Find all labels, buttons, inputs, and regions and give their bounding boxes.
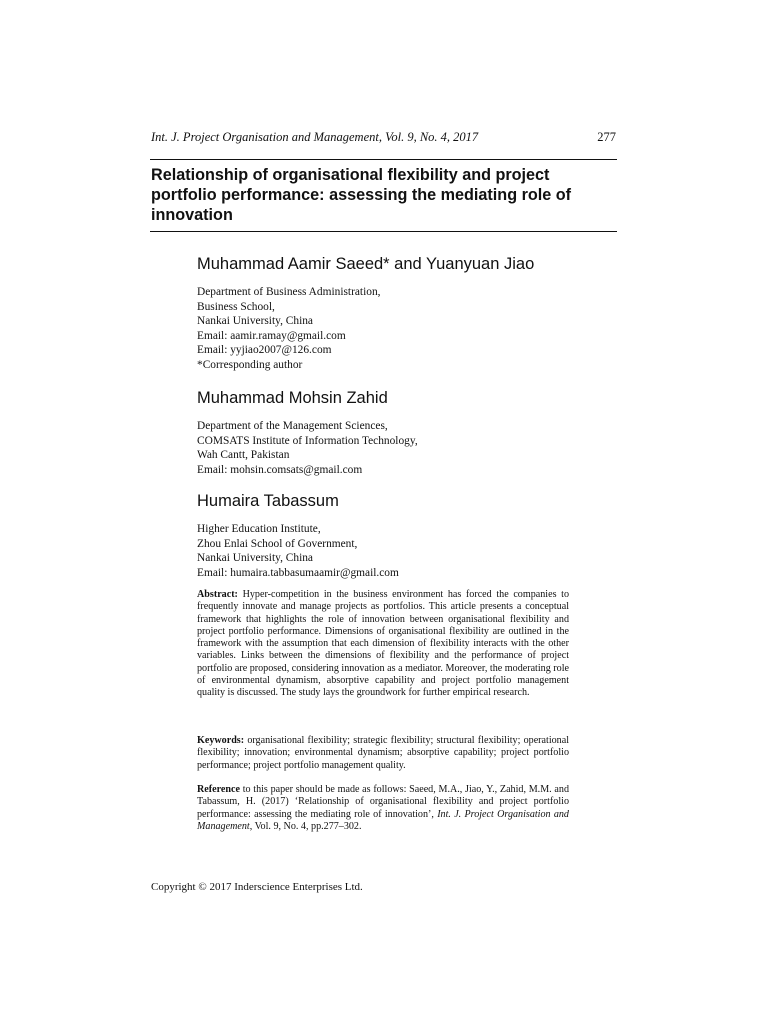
author-name: Muhammad Aamir Saeed* and Yuanyuan Jiao xyxy=(197,255,535,273)
affiliation-line: Nankai University, China xyxy=(197,552,313,565)
abstract xyxy=(197,589,569,700)
email-line: Email: aamir.ramay@gmail.com xyxy=(197,329,346,342)
reference-label: Reference xyxy=(197,784,240,795)
abstract-text: Hyper-competition in the business environment has forced the companies to frequently innovate and manage projects as portfolios. This article presents a conceptual framework that highlights the role of innovation between organisational flexibility and project portfolio performance. Dimensions of organisational flexibility are outlined in the framework with the assumption that each dimension of flexibility interacts with the other variables. Links between the dimensions of flexibility and the performance of project portfolio are proposed, considering innovation as a mediator. Moreover, the moderating role of environmental dynamism, absorptive capability and project portfolio management quality is discussed. The study lays the groundwork for further empirical research. xyxy=(197,589,569,699)
affiliation-line: Wah Cantt, Pakistan xyxy=(197,449,290,462)
author-name: Humaira Tabassum xyxy=(197,492,339,510)
copyright-notice: Copyright © 2017 Inderscience Enterprises Ltd. xyxy=(151,881,363,893)
affiliation-line: Department of the Management Sciences, xyxy=(197,420,388,432)
reference-text: to this paper should be made as follows: Saeed, M.A., Jiao, Y., Zahid, M.M. and Tabassum, H. (2017) ‘Relationship of organisational flexibility and project portfolio performance: assessing the mediating role of innovation’, xyxy=(197,784,569,820)
author-block-3 xyxy=(197,491,577,580)
paper-title: Relationship of organisational flexibility and project portfolio performance: assessing the mediating role of innovation xyxy=(151,166,572,224)
author-name: Muhammad Mohsin Zahid xyxy=(197,389,388,407)
affiliation-line: Business School, xyxy=(197,300,275,313)
keywords-label: Keywords: xyxy=(197,735,245,746)
email-line: Email: yyjiao2007@126.com xyxy=(197,344,332,357)
keywords-text: organisational flexibility; strategic flexibility; structural flexibility; operational flexibility; innovation; environmental dynamism; absorptive capability; project portfolio performance; project portfolio management quality. xyxy=(197,735,570,771)
affiliation-line: COMSATS Institute of Information Technology, xyxy=(197,434,418,447)
page-number: 277 xyxy=(597,130,616,144)
title-top-rule xyxy=(150,159,617,160)
email-line: Email: humaira.tabbasumaamir@gmail.com xyxy=(197,566,399,579)
reference xyxy=(197,784,569,833)
running-head-journal: Int. J. Project Organisation and Management, Vol. 9, No. 4, 2017 xyxy=(151,130,479,144)
author-block-1 xyxy=(197,254,577,373)
affiliation-line: Nankai University, China xyxy=(197,315,313,328)
keywords xyxy=(197,735,569,772)
title-bottom-rule xyxy=(150,231,617,232)
affiliation-line: Zhou Enlai School of Government, xyxy=(197,537,358,550)
email-line: Email: mohsin.comsats@gmail.com xyxy=(197,463,363,476)
affiliation-line: Department of Business Administration, xyxy=(197,286,381,298)
reference-text-end: , Vol. 9, No. 4, pp.277–302. xyxy=(249,820,362,832)
reference-journal: Int. J. Project Organisation and Management xyxy=(197,808,569,832)
affiliation-line: Higher Education Institute, xyxy=(197,523,321,535)
author-block-2 xyxy=(197,388,577,477)
abstract-label: Abstract: xyxy=(197,589,238,600)
corresponding-author-note: *Corresponding author xyxy=(197,358,303,371)
